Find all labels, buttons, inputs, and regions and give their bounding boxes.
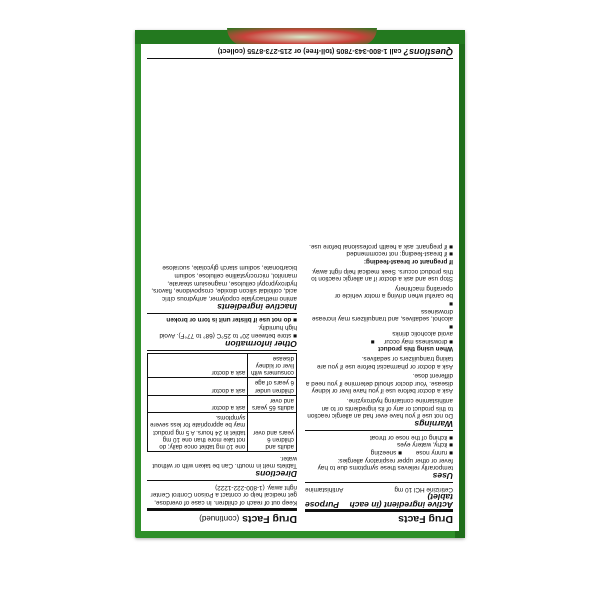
list-item: ■ if breast-feeding: not recommended bbox=[346, 250, 453, 258]
table-row: adults 65 years and over ask a doctor bbox=[148, 395, 297, 412]
other-information-header: Other information bbox=[147, 339, 297, 351]
list-item: ■ do not use if blister unit is torn or broken bbox=[166, 316, 297, 324]
uses-text: temporarily relieves these symptoms due to hay fever or other upper respiratory allergies: bbox=[317, 456, 453, 472]
directions-table bbox=[147, 353, 297, 452]
list-item: ■ itching of the nose or throat bbox=[369, 433, 453, 441]
table-row: children under 6 years of age ask a doctor bbox=[148, 378, 297, 395]
stop-use-text: Stop use and ask a doctor if an allergic reaction to this product occurs. Seek medical help right away. bbox=[311, 267, 453, 283]
list-item: ■ store between 20° to 25°C (68° to 77°F). Avoid high humidity. bbox=[159, 324, 297, 339]
table-row: adults and children 6 years and over one 10 mg tablet once daily; do not take more than one 10 mg tablet in 24 hours. A 5 mg product may be appropriate for less severe symptoms. bbox=[148, 413, 297, 452]
directions-header: Directions bbox=[147, 469, 297, 481]
pregnant-header: If pregnant or breast-feeding: bbox=[363, 257, 453, 265]
drug-facts-continued-title: Drug Facts (continued) bbox=[147, 508, 297, 525]
list-item: ■ sneezing bbox=[370, 449, 402, 457]
list-item: ■ if pregnant: ask a health professional before use. bbox=[309, 242, 453, 250]
keep-out-text: Keep out of reach of children. In case of overdose, get medical help or contact a Poison Control Center right away. (1-800-222-1222) bbox=[150, 483, 297, 506]
list-item: ■ alcohol, sedatives, and tranquilizers may increase drowsiness bbox=[311, 307, 453, 330]
active-ingredient-header: Active ingredient (in each tablet) bbox=[349, 492, 453, 510]
ask-doctor-pharmacist-text: Ask a doctor or pharmacist before use if you are taking tranquilizers or sedatives. bbox=[316, 355, 453, 370]
table-row: consumers with liver or kidney disease ask a doctor bbox=[148, 353, 297, 378]
active-ingredient: Cetirizine HCl 10 mg bbox=[394, 485, 453, 493]
when-using-header: When using this product bbox=[378, 345, 453, 353]
questions-footer bbox=[147, 47, 453, 59]
list-item: ■ runny nose bbox=[415, 449, 453, 457]
questions-label: Questions? bbox=[403, 47, 453, 57]
uses-header: Uses bbox=[305, 471, 453, 483]
list-item: ■ drowsiness may occur ■ avoid alcoholic drinks bbox=[370, 330, 453, 345]
questions-phone: call 1-800-343-7805 (toll-free) or 215-273-8755 (collect) bbox=[217, 47, 402, 56]
when-using-list bbox=[305, 284, 453, 345]
list-item: ■ itchy, watery eyes bbox=[397, 441, 453, 449]
drug-facts-title: Drug Facts bbox=[305, 509, 453, 525]
drug-facts-left-column bbox=[305, 242, 453, 525]
drug-facts-label bbox=[141, 44, 459, 531]
active-ingredient-row bbox=[305, 485, 453, 493]
inactive-ingredients-header: Inactive ingredients bbox=[147, 302, 297, 314]
uses-list bbox=[305, 433, 453, 456]
do-not-use-text: Do not use if you have ever had an allergic reaction to this product or any of its ingredients or to an antihistamine containing hydroxyzine. bbox=[307, 397, 453, 420]
warnings-header: Warnings bbox=[305, 419, 453, 431]
directions-intro: Tablets melt in mouth. Can be taken with or without water. bbox=[152, 454, 297, 470]
drug-facts-label-rotated bbox=[141, 44, 459, 531]
drug-facts-right-column bbox=[147, 264, 297, 525]
purpose-header: Purpose bbox=[305, 500, 340, 510]
list-item: ■ be careful when driving a motor vehicle or operating machinery bbox=[334, 284, 453, 307]
ask-doctor-text: Ask a doctor before use if you have liver or kidney disease. Your doctor should determine if you need a different dose. bbox=[305, 372, 453, 395]
inactive-ingredients-text: amino methacrylate copolymer, anhydrous citric acid, colloidal silicon dioxide, crospovidone, flavors, hydroxypropyl cellulose, magnesium stearate, mannitol, microcrystalline cellulose, sodium bicarbonate, sodium starch glycolate, sucralose bbox=[151, 264, 297, 302]
purpose: Antihistamine bbox=[305, 485, 344, 493]
active-ingredient-header-row bbox=[305, 493, 453, 508]
